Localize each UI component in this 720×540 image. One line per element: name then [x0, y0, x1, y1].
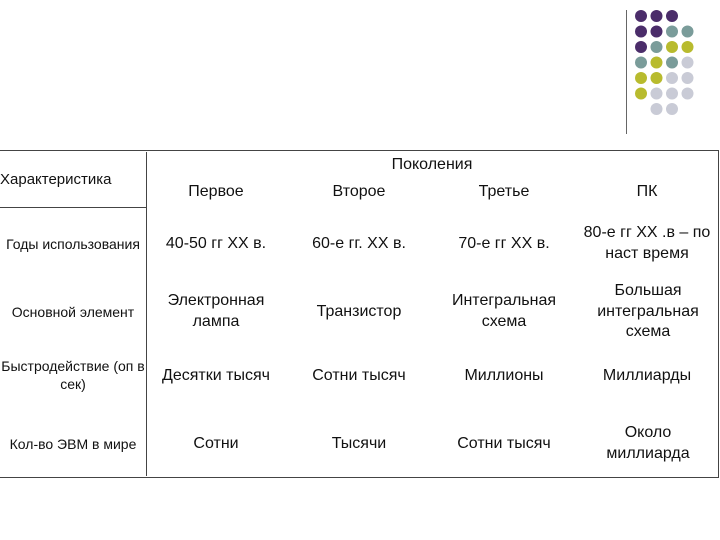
column-header: ПК: [636, 182, 658, 200]
decorative-dot: [651, 57, 663, 69]
decorative-dot: [666, 41, 678, 53]
table-cell: 60-е гг. XX в.: [312, 234, 406, 252]
decorative-dot: [651, 88, 663, 100]
decorative-dot: [635, 26, 647, 38]
table-cell: Десятки тысяч: [162, 366, 270, 384]
table-cell: Сотни тысяч: [312, 366, 406, 384]
decorative-dot: [682, 88, 694, 100]
decorative-dot: [651, 41, 663, 53]
table-cell: Миллиарды: [602, 366, 692, 384]
decorative-dot: [666, 103, 678, 115]
column-header: Первое: [188, 182, 244, 200]
table-cell: Большая интегральная схема: [597, 281, 699, 341]
decorative-dot: [682, 41, 694, 53]
table-cell: Миллионы: [464, 366, 544, 384]
decorative-dot: [682, 26, 694, 38]
row-label: Годы использования: [6, 235, 140, 252]
row-label: Быстродействие (оп в сек): [1, 357, 145, 392]
decorative-dot: [635, 10, 647, 22]
corner-label: Характеристика: [0, 171, 112, 189]
decorative-dot: [666, 72, 678, 84]
decorative-dot: [635, 41, 647, 53]
decorative-dot: [651, 10, 663, 22]
row-label: Основной элемент: [11, 303, 135, 320]
group-header: Поколения: [391, 155, 473, 173]
table-cell: 40-50 гг XX в.: [165, 234, 267, 252]
decorative-vertical-line: [626, 10, 627, 134]
column-header: Второе: [332, 182, 386, 200]
table-cell: Транзистор: [316, 302, 402, 320]
row-label: Кол-во ЭВМ в мире: [9, 435, 137, 452]
column-header: Третье: [478, 182, 530, 200]
decorative-dot: [635, 88, 647, 100]
decorative-dot: [635, 72, 647, 84]
decorative-dot: [666, 57, 678, 69]
table-cell: 70-е гг XX в.: [458, 234, 550, 252]
decorative-dot: [635, 57, 647, 69]
decorative-dot: [651, 72, 663, 84]
decorative-dot: [666, 10, 678, 22]
header-separator: [0, 207, 146, 208]
decorative-dot: [666, 26, 678, 38]
table-cell: Электронная лампа: [167, 292, 265, 330]
decorative-dot-grid: [0, 0, 720, 140]
decorative-dot: [666, 88, 678, 100]
table-cell: Сотни тысяч: [457, 434, 551, 452]
table-cell: Интегральная схема: [451, 292, 557, 330]
decorative-dot: [682, 57, 694, 69]
table-cell: 80-е гг XX .в – по наст время: [583, 224, 711, 262]
table-cell: Сотни: [193, 434, 239, 452]
table-cell: Тысячи: [331, 434, 387, 452]
decorative-dot: [682, 72, 694, 84]
decorative-dot: [651, 103, 663, 115]
table-cell: Около миллиарда: [606, 424, 690, 462]
decorative-dot: [651, 26, 663, 38]
